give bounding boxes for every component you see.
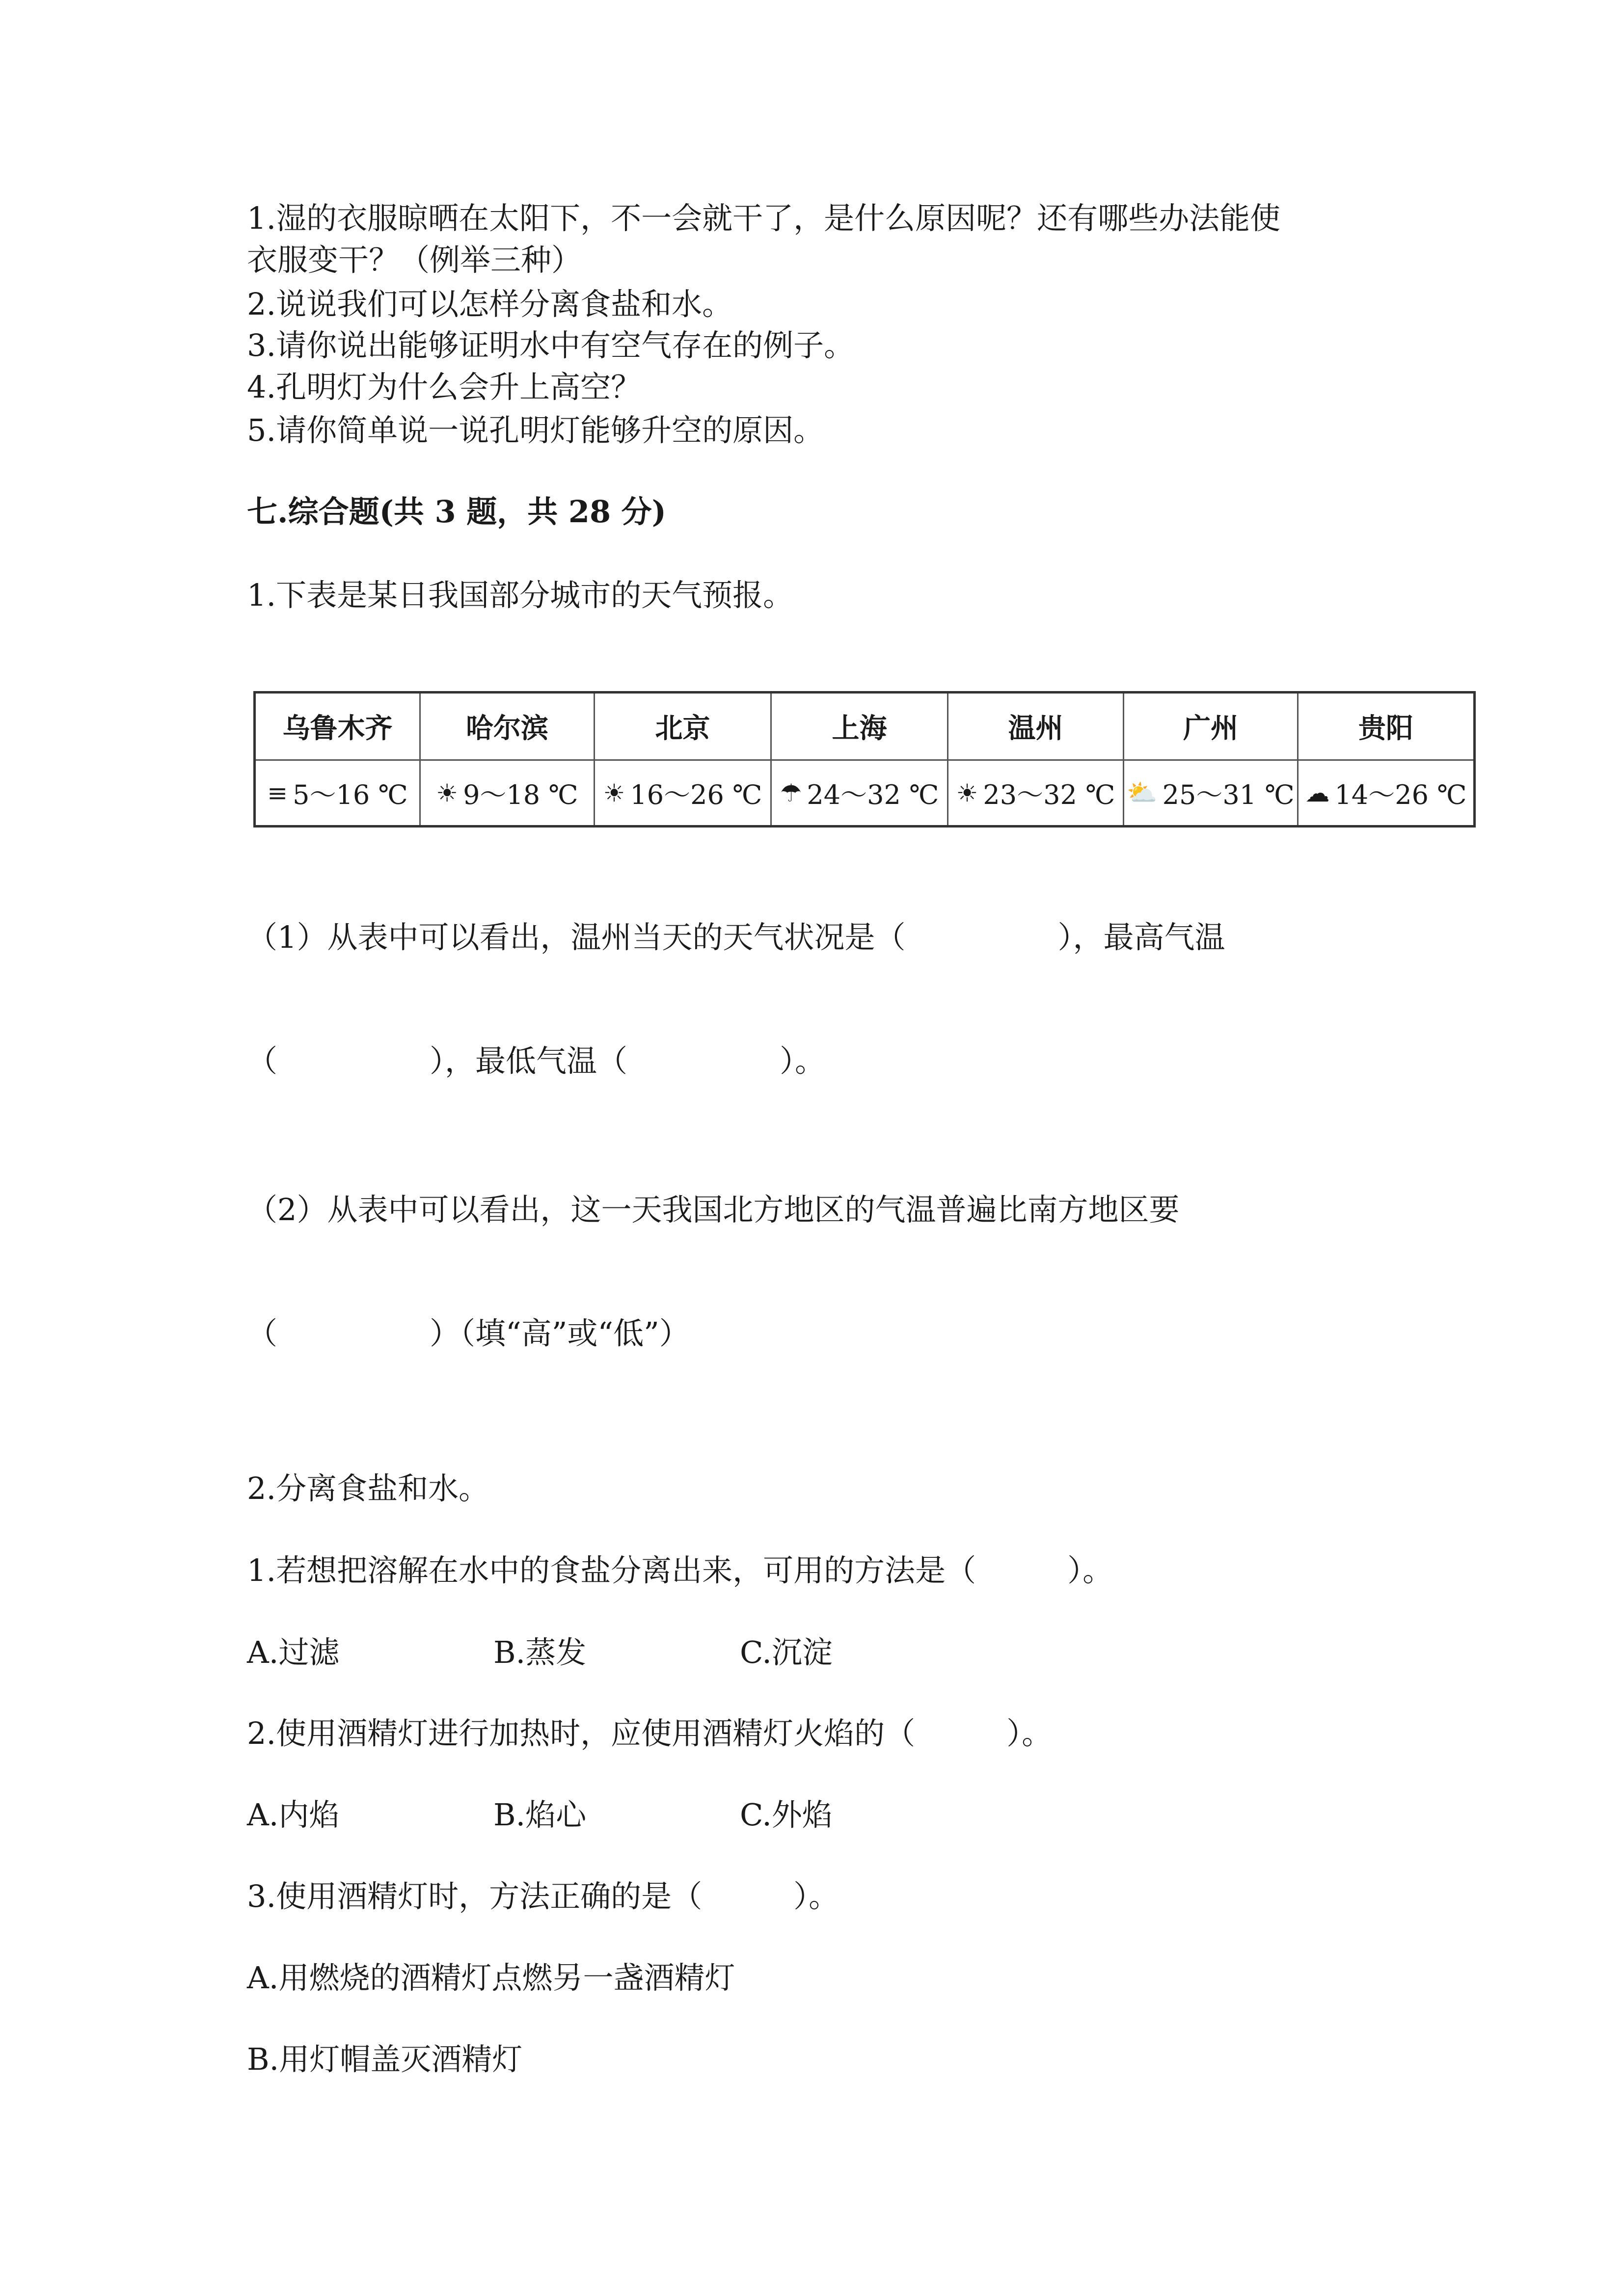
- question-line: 3.请你说出能够证明水中有空气存在的例子。: [247, 327, 855, 363]
- temperature-range: 24～32 ℃: [807, 779, 939, 810]
- forecast-cell: [595, 761, 772, 825]
- city-header: 北京: [595, 694, 772, 761]
- question-line: 1.若想把溶解在水中的食盐分离出来，可用的方法是（ ）。: [247, 1552, 1113, 1588]
- temperature-range: 23～32 ℃: [983, 779, 1115, 810]
- forecast-cell: [256, 761, 421, 825]
- fog-icon: ≡: [267, 778, 288, 807]
- temperature-range: 16～26 ℃: [630, 779, 762, 810]
- option-c: C.外焰: [740, 1797, 833, 1833]
- question-line: 衣服变干？（例举三种）: [247, 242, 582, 278]
- forecast-cell: [1124, 761, 1299, 825]
- option-b: B.焰心: [493, 1797, 587, 1833]
- option-b: B.用灯帽盖灭酒精灯: [247, 2041, 523, 2077]
- question-line: 4.孔明灯为什么会升上高空？: [247, 369, 642, 405]
- problem-intro: 1.下表是某日我国部分城市的天气预报。: [247, 577, 794, 613]
- city-header: 上海: [772, 694, 948, 761]
- option-a: A.用燃烧的酒精灯点燃另一盏酒精灯: [247, 1960, 735, 1996]
- temperature-range: 5～16 ℃: [293, 779, 408, 810]
- temperature-range: 25～31 ℃: [1162, 779, 1295, 810]
- question-line: 2.使用酒精灯进行加热时，应使用酒精灯火焰的（ ）。: [247, 1715, 1053, 1751]
- forecast-cell: [772, 761, 948, 825]
- temperature-range: 14～26 ℃: [1334, 779, 1467, 810]
- sunny-icon: ☀: [956, 778, 978, 807]
- option-b: B.蒸发: [493, 1634, 587, 1670]
- problem-intro: 2.分离食盐和水。: [247, 1470, 489, 1506]
- sub-question-line: （ ），最低气温（ ）。: [247, 1043, 826, 1079]
- rain-icon: ☂: [780, 778, 802, 807]
- city-header: 乌鲁木齐: [256, 694, 421, 761]
- temperature-range: 9～18 ℃: [463, 779, 578, 810]
- city-header: 温州: [948, 694, 1124, 761]
- partly-cloudy-icon: ⛅: [1127, 778, 1158, 807]
- option-a: A.内焰: [247, 1797, 340, 1833]
- sub-question-line: （2）从表中可以看出，这一天我国北方地区的气温普遍比南方地区要: [247, 1192, 1180, 1228]
- option-a: A.过滤: [247, 1634, 340, 1670]
- city-header: 广州: [1124, 694, 1299, 761]
- forecast-cell: [421, 761, 595, 825]
- sunny-icon: ☀: [603, 778, 625, 807]
- question-line: 1.湿的衣服晾晒在太阳下，不一会就干了，是什么原因呢？还有哪些办法能使: [247, 200, 1281, 236]
- forecast-cell: [948, 761, 1124, 825]
- weather-forecast-table: [253, 691, 1476, 828]
- city-header: 贵阳: [1299, 694, 1473, 761]
- sub-question-line: （1）从表中可以看出，温州当天的天气状况是（ ），最高气温: [247, 919, 1225, 955]
- option-c: C.沉淀: [740, 1634, 833, 1670]
- forecast-cell: [1299, 761, 1473, 825]
- section-heading: 七.综合题(共 3 题，共 28 分): [247, 494, 667, 530]
- question-line: 2.说说我们可以怎样分离食盐和水。: [247, 286, 733, 322]
- cloudy-icon: ☁: [1305, 778, 1330, 807]
- question-line: 3.使用酒精灯时，方法正确的是（ ）。: [247, 1878, 839, 1914]
- city-header: 哈尔滨: [421, 694, 595, 761]
- question-line: 5.请你简单说一说孔明灯能够升空的原因。: [247, 412, 824, 448]
- sunny-icon: ☀: [436, 778, 459, 807]
- sub-question-line: （ ）（填“高”或“低”）: [247, 1315, 690, 1351]
